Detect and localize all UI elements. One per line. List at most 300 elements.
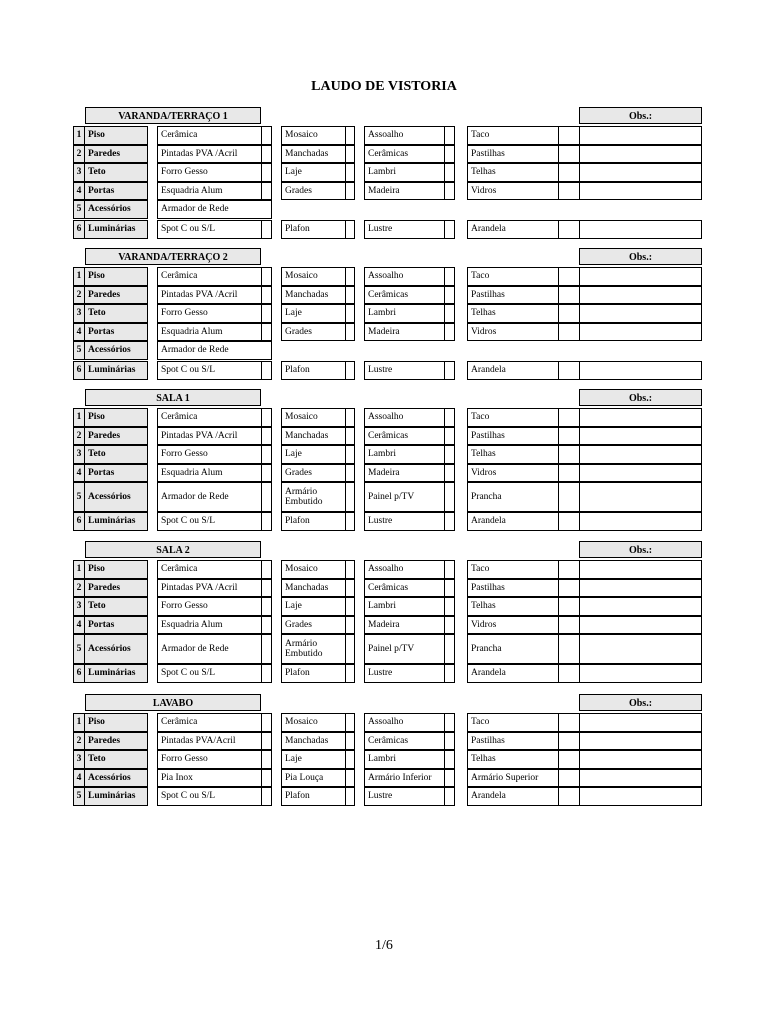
option-cell: Armador de Rede (157, 482, 262, 512)
obs-cell[interactable] (579, 634, 702, 664)
option-checkbox[interactable] (261, 182, 272, 201)
table-row (0, 182, 768, 201)
option-checkbox[interactable] (444, 427, 455, 446)
option-cell: Assoalho (364, 126, 445, 145)
item-number: 6 (73, 361, 85, 380)
option-checkbox[interactable] (345, 267, 355, 286)
option-cell: Painel p/TV (364, 482, 445, 512)
option-cell: Cerâmicas (364, 286, 445, 305)
item-label: Piso (84, 267, 148, 286)
option-cell: Vidros (467, 323, 559, 342)
option-checkbox[interactable] (444, 464, 455, 483)
option-cell: Arandela (467, 512, 559, 531)
table-row (0, 145, 768, 164)
option-cell: Arandela (467, 787, 559, 806)
option-cell: Vidros (467, 182, 559, 201)
item-label: Acessórios (84, 769, 148, 788)
option-checkbox[interactable] (444, 304, 455, 323)
item-number: 5 (73, 200, 85, 219)
option-checkbox[interactable] (558, 769, 580, 788)
table-row (0, 427, 768, 446)
option-checkbox[interactable] (345, 750, 355, 769)
option-checkbox[interactable] (558, 579, 580, 598)
option-cell: Assoalho (364, 713, 445, 732)
option-checkbox[interactable] (345, 408, 355, 427)
obs-cell[interactable] (579, 713, 702, 732)
item-label: Portas (84, 323, 148, 342)
option-cell: Cerâmicas (364, 427, 445, 446)
option-cell: Pintadas PVA /Acril (157, 286, 262, 305)
table-row (0, 267, 768, 286)
option-checkbox[interactable] (558, 286, 580, 305)
option-cell: Taco (467, 713, 559, 732)
option-checkbox[interactable] (261, 464, 272, 483)
item-number: 4 (73, 616, 85, 635)
item-number: 6 (73, 664, 85, 683)
option-checkbox[interactable] (444, 750, 455, 769)
obs-cell[interactable] (579, 361, 702, 380)
item-number: 1 (73, 560, 85, 579)
option-checkbox[interactable] (345, 664, 355, 683)
option-cell: Forro Gesso (157, 445, 262, 464)
option-cell: Madeira (364, 182, 445, 201)
option-checkbox[interactable] (345, 445, 355, 464)
obs-cell[interactable] (579, 616, 702, 635)
option-cell: Armário Embutido (281, 634, 346, 664)
obs-header: Obs.: (579, 541, 702, 558)
item-label: Piso (84, 713, 148, 732)
option-checkbox[interactable] (261, 267, 272, 286)
obs-cell[interactable] (579, 220, 702, 239)
option-checkbox[interactable] (261, 445, 272, 464)
option-cell: Lambri (364, 304, 445, 323)
option-checkbox[interactable] (558, 304, 580, 323)
option-cell: Cerâmicas (364, 579, 445, 598)
option-cell: Spot C ou S/L (157, 361, 262, 380)
option-checkbox[interactable] (444, 182, 455, 201)
table-row (0, 126, 768, 145)
option-checkbox[interactable] (345, 769, 355, 788)
option-checkbox[interactable] (345, 482, 355, 512)
option-cell: Forro Gesso (157, 597, 262, 616)
obs-cell[interactable] (579, 304, 702, 323)
option-checkbox[interactable] (444, 512, 455, 531)
option-checkbox[interactable] (558, 220, 580, 239)
option-checkbox[interactable] (558, 750, 580, 769)
option-checkbox[interactable] (345, 616, 355, 635)
option-cell: Spot C ou S/L (157, 220, 262, 239)
option-checkbox[interactable] (345, 427, 355, 446)
option-checkbox[interactable] (345, 182, 355, 201)
obs-cell[interactable] (579, 732, 702, 751)
table-row (0, 220, 768, 239)
option-checkbox[interactable] (261, 220, 272, 239)
option-cell: Armário Embutido (281, 482, 346, 512)
item-label: Portas (84, 616, 148, 635)
option-checkbox[interactable] (261, 597, 272, 616)
option-checkbox[interactable] (261, 408, 272, 427)
option-cell: Forro Gesso (157, 163, 262, 182)
obs-cell[interactable] (579, 286, 702, 305)
option-checkbox[interactable] (261, 750, 272, 769)
option-cell: Assoalho (364, 408, 445, 427)
table-row (0, 445, 768, 464)
item-number: 2 (73, 579, 85, 598)
table-row (0, 713, 768, 732)
obs-header: Obs.: (579, 389, 702, 406)
table-row (0, 597, 768, 616)
option-cell: Laje (281, 163, 346, 182)
option-cell: Prancha (467, 634, 559, 664)
item-number: 4 (73, 769, 85, 788)
option-cell: Assoalho (364, 560, 445, 579)
item-number: 3 (73, 304, 85, 323)
option-cell: Plafon (281, 361, 346, 380)
option-cell: Telhas (467, 445, 559, 464)
item-label: Paredes (84, 145, 148, 164)
option-checkbox[interactable] (345, 464, 355, 483)
option-checkbox[interactable] (558, 323, 580, 342)
option-checkbox[interactable] (261, 787, 272, 806)
option-cell: Cerâmica (157, 126, 262, 145)
option-cell: Manchadas (281, 579, 346, 598)
option-cell: Lustre (364, 361, 445, 380)
option-cell: Manchadas (281, 427, 346, 446)
item-number: 2 (73, 286, 85, 305)
option-cell: Arandela (467, 664, 559, 683)
option-cell: Cerâmica (157, 560, 262, 579)
table-row (0, 286, 768, 305)
item-label: Acessórios (84, 482, 148, 512)
option-cell: Arandela (467, 220, 559, 239)
item-label: Luminárias (84, 361, 148, 380)
option-cell: Cerâmica (157, 713, 262, 732)
option-cell: Lambri (364, 750, 445, 769)
option-checkbox[interactable] (444, 126, 455, 145)
item-number: 2 (73, 427, 85, 446)
item-label: Teto (84, 304, 148, 323)
option-checkbox[interactable] (444, 787, 455, 806)
item-number: 1 (73, 267, 85, 286)
option-checkbox[interactable] (558, 408, 580, 427)
option-cell: Lambri (364, 445, 445, 464)
option-checkbox[interactable] (345, 145, 355, 164)
obs-cell[interactable] (579, 445, 702, 464)
option-checkbox[interactable] (261, 427, 272, 446)
option-checkbox[interactable] (444, 597, 455, 616)
option-cell: Pintadas PVA /Acril (157, 427, 262, 446)
table-row (0, 361, 768, 380)
option-checkbox[interactable] (444, 664, 455, 683)
option-checkbox[interactable] (444, 361, 455, 380)
option-checkbox[interactable] (558, 126, 580, 145)
option-cell: Lustre (364, 787, 445, 806)
page-number: 1/6 (375, 938, 393, 953)
section-title: VARANDA/TERRAÇO 1 (85, 107, 261, 124)
option-checkbox[interactable] (261, 512, 272, 531)
item-label: Piso (84, 560, 148, 579)
obs-cell[interactable] (579, 560, 702, 579)
option-cell: Esquadria Alum (157, 182, 262, 201)
obs-cell[interactable] (579, 750, 702, 769)
option-cell: Laje (281, 750, 346, 769)
option-checkbox[interactable] (444, 145, 455, 164)
option-checkbox[interactable] (261, 769, 272, 788)
option-checkbox[interactable] (444, 769, 455, 788)
option-checkbox[interactable] (261, 560, 272, 579)
option-checkbox[interactable] (444, 163, 455, 182)
obs-cell[interactable] (579, 182, 702, 201)
option-cell: Mosaico (281, 126, 346, 145)
option-cell: Madeira (364, 464, 445, 483)
item-label: Piso (84, 408, 148, 427)
option-checkbox[interactable] (558, 664, 580, 683)
table-row (0, 464, 768, 483)
option-checkbox[interactable] (261, 482, 272, 512)
option-cell: Forro Gesso (157, 750, 262, 769)
option-checkbox[interactable] (345, 787, 355, 806)
table-row (0, 560, 768, 579)
option-checkbox[interactable] (345, 304, 355, 323)
option-checkbox[interactable] (345, 286, 355, 305)
item-number: 1 (73, 713, 85, 732)
option-checkbox[interactable] (444, 560, 455, 579)
option-checkbox[interactable] (261, 126, 272, 145)
option-cell: Grades (281, 182, 346, 201)
option-checkbox[interactable] (345, 163, 355, 182)
item-label: Acessórios (84, 341, 148, 360)
section-title: SALA 1 (85, 389, 261, 406)
obs-cell[interactable] (579, 482, 702, 512)
option-checkbox[interactable] (345, 323, 355, 342)
option-checkbox[interactable] (444, 408, 455, 427)
item-number: 5 (73, 341, 85, 360)
option-checkbox[interactable] (444, 323, 455, 342)
option-checkbox[interactable] (558, 512, 580, 531)
item-number: 3 (73, 163, 85, 182)
option-checkbox[interactable] (558, 616, 580, 635)
option-checkbox[interactable] (444, 220, 455, 239)
item-label: Paredes (84, 732, 148, 751)
option-checkbox[interactable] (261, 664, 272, 683)
item-number: 2 (73, 145, 85, 164)
item-label: Teto (84, 597, 148, 616)
option-checkbox[interactable] (558, 163, 580, 182)
obs-cell[interactable] (579, 323, 702, 342)
option-checkbox[interactable] (345, 512, 355, 531)
option-cell: Pastilhas (467, 286, 559, 305)
option-cell: Pintadas PVA /Acril (157, 579, 262, 598)
item-number: 1 (73, 126, 85, 145)
option-cell: Telhas (467, 163, 559, 182)
option-cell: Plafon (281, 664, 346, 683)
option-cell: Pastilhas (467, 579, 559, 598)
obs-cell[interactable] (579, 408, 702, 427)
item-label: Paredes (84, 427, 148, 446)
option-cell: Mosaico (281, 560, 346, 579)
option-checkbox[interactable] (261, 579, 272, 598)
section-title: VARANDA/TERRAÇO 2 (85, 248, 261, 265)
option-checkbox[interactable] (345, 560, 355, 579)
option-checkbox[interactable] (261, 713, 272, 732)
table-row (0, 163, 768, 182)
table-row (0, 341, 768, 360)
item-number: 1 (73, 408, 85, 427)
option-checkbox[interactable] (558, 145, 580, 164)
option-checkbox[interactable] (261, 323, 272, 342)
item-number: 3 (73, 597, 85, 616)
page-title: LAUDO DE VISTORIA (311, 79, 457, 94)
option-cell: Forro Gesso (157, 304, 262, 323)
option-cell: Pia Inox (157, 769, 262, 788)
option-checkbox[interactable] (444, 616, 455, 635)
option-checkbox[interactable] (261, 634, 272, 664)
table-row (0, 200, 768, 219)
option-checkbox[interactable] (444, 634, 455, 664)
obs-cell[interactable] (579, 267, 702, 286)
obs-cell[interactable] (579, 126, 702, 145)
obs-cell[interactable] (579, 427, 702, 446)
table-row (0, 482, 768, 512)
obs-cell[interactable] (579, 579, 702, 598)
item-label: Luminárias (84, 220, 148, 239)
option-checkbox[interactable] (345, 634, 355, 664)
section-title: SALA 2 (85, 541, 261, 558)
option-checkbox[interactable] (558, 427, 580, 446)
item-number: 3 (73, 445, 85, 464)
option-cell: Manchadas (281, 145, 346, 164)
option-cell: Arandela (467, 361, 559, 380)
option-cell: Pintadas PVA/Acril (157, 732, 262, 751)
obs-cell[interactable] (579, 163, 702, 182)
obs-cell[interactable] (579, 597, 702, 616)
obs-cell[interactable] (579, 512, 702, 531)
option-cell: Grades (281, 616, 346, 635)
option-cell: Mosaico (281, 267, 346, 286)
option-cell: Laje (281, 304, 346, 323)
option-cell: Assoalho (364, 267, 445, 286)
obs-cell[interactable] (579, 664, 702, 683)
option-cell: Pastilhas (467, 732, 559, 751)
option-checkbox[interactable] (261, 286, 272, 305)
option-checkbox[interactable] (444, 732, 455, 751)
option-checkbox[interactable] (261, 361, 272, 380)
option-cell: Lustre (364, 664, 445, 683)
option-checkbox[interactable] (345, 126, 355, 145)
option-cell: Spot C ou S/L (157, 512, 262, 531)
item-label: Luminárias (84, 664, 148, 683)
option-cell: Taco (467, 560, 559, 579)
table-row (0, 750, 768, 769)
item-label: Teto (84, 163, 148, 182)
option-checkbox[interactable] (558, 482, 580, 512)
option-checkbox[interactable] (558, 445, 580, 464)
obs-cell[interactable] (579, 769, 702, 788)
option-cell: Lustre (364, 220, 445, 239)
option-cell: Spot C ou S/L (157, 787, 262, 806)
option-cell: Painel p/TV (364, 634, 445, 664)
option-checkbox[interactable] (261, 145, 272, 164)
option-checkbox[interactable] (444, 445, 455, 464)
option-checkbox[interactable] (261, 163, 272, 182)
table-row (0, 304, 768, 323)
option-checkbox[interactable] (558, 597, 580, 616)
item-number: 6 (73, 512, 85, 531)
option-cell: Esquadria Alum (157, 464, 262, 483)
table-row (0, 616, 768, 635)
option-cell: Lambri (364, 163, 445, 182)
table-row (0, 579, 768, 598)
option-checkbox[interactable] (261, 732, 272, 751)
option-checkbox[interactable] (558, 182, 580, 201)
option-checkbox[interactable] (558, 787, 580, 806)
option-checkbox[interactable] (558, 560, 580, 579)
option-cell: Cerâmica (157, 267, 262, 286)
option-cell: Cerâmica (157, 408, 262, 427)
option-checkbox[interactable] (558, 634, 580, 664)
obs-cell[interactable] (579, 787, 702, 806)
item-number: 5 (73, 634, 85, 664)
option-checkbox[interactable] (345, 579, 355, 598)
option-cell: Taco (467, 126, 559, 145)
option-cell: Lambri (364, 597, 445, 616)
option-cell: Laje (281, 597, 346, 616)
option-cell: Pia Louça (281, 769, 346, 788)
obs-header: Obs.: (579, 107, 702, 124)
option-cell: Grades (281, 323, 346, 342)
item-number: 4 (73, 464, 85, 483)
option-checkbox[interactable] (444, 579, 455, 598)
table-row (0, 664, 768, 683)
item-number: 5 (73, 482, 85, 512)
option-checkbox[interactable] (558, 267, 580, 286)
table-row (0, 408, 768, 427)
option-checkbox[interactable] (558, 361, 580, 380)
option-checkbox[interactable] (558, 732, 580, 751)
item-number: 4 (73, 182, 85, 201)
option-cell: Cerâmicas (364, 145, 445, 164)
item-number: 4 (73, 323, 85, 342)
table-row (0, 512, 768, 531)
option-cell: Pastilhas (467, 427, 559, 446)
table-row (0, 732, 768, 751)
option-checkbox[interactable] (444, 482, 455, 512)
option-cell: Cerâmicas (364, 732, 445, 751)
item-label: Paredes (84, 579, 148, 598)
option-checkbox[interactable] (345, 361, 355, 380)
option-checkbox[interactable] (261, 304, 272, 323)
option-checkbox[interactable] (345, 597, 355, 616)
option-cell: Telhas (467, 304, 559, 323)
option-checkbox[interactable] (345, 732, 355, 751)
option-checkbox[interactable] (444, 286, 455, 305)
option-checkbox[interactable] (345, 713, 355, 732)
option-checkbox[interactable] (444, 713, 455, 732)
item-label: Teto (84, 750, 148, 769)
obs-cell[interactable] (579, 145, 702, 164)
option-checkbox[interactable] (558, 713, 580, 732)
obs-cell[interactable] (579, 464, 702, 483)
option-checkbox[interactable] (558, 464, 580, 483)
option-checkbox[interactable] (261, 616, 272, 635)
item-label: Luminárias (84, 512, 148, 531)
item-label: Luminárias (84, 787, 148, 806)
item-label: Piso (84, 126, 148, 145)
option-checkbox[interactable] (345, 220, 355, 239)
item-label: Acessórios (84, 200, 148, 219)
option-checkbox[interactable] (444, 267, 455, 286)
option-cell: Grades (281, 464, 346, 483)
